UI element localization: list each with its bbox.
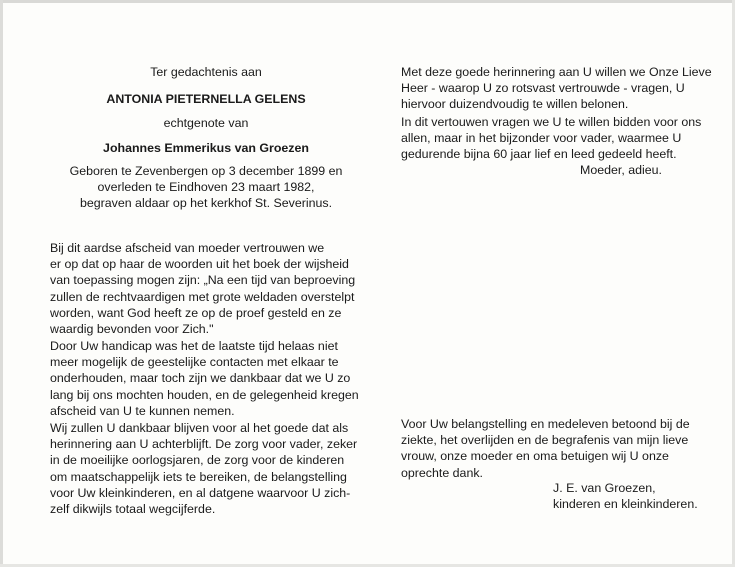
birth-death-details xyxy=(50,163,362,212)
paragraph-handicap xyxy=(50,338,362,419)
paragraph-gratitude xyxy=(50,420,362,517)
text-line: Heer - waarop U zo rotsvast vertrouwde - vragen, U xyxy=(401,81,685,96)
text-line: Bij dit aardse afscheid van moeder vertrouwen we xyxy=(50,241,325,255)
text-line: van toepassing mogen zijn: „Na een tijd van beproeving xyxy=(50,273,356,288)
paragraph-prayer xyxy=(401,64,712,113)
text-line: herinnering aan U achterblijft. De zorg voor vader, zeker xyxy=(50,437,358,452)
farewell-text: Moeder, adieu. xyxy=(580,163,662,177)
card-edge-left xyxy=(0,0,3,567)
card-edge-top xyxy=(0,0,735,3)
text-line: hiervoor duizendvoudig te willen belonen. xyxy=(401,97,629,112)
text-line: worden, want God heeft ze op de proef gesteld en ze xyxy=(50,305,342,320)
spouse-name: Johannes Emmerikus van Groezen xyxy=(103,141,309,155)
text-line: om maatschappelijk iets te bereiken, de belangstelling xyxy=(50,469,347,484)
text-line: zelf dikwijls totaal wegcijferde. xyxy=(50,502,216,517)
text-line: In dit vertouwen vragen we U te willen bidden voor ons xyxy=(401,115,702,129)
relation-text: echtgenote van xyxy=(163,116,249,130)
text-line: Voor Uw belangstelling en medeleven betoond bij de xyxy=(401,417,690,431)
death-line: overleden te Eindhoven 23 maart 1982, xyxy=(97,180,315,195)
text-line: er op dat op haar de woorden uit het boek der wijsheid xyxy=(50,257,349,272)
paragraph-thanks xyxy=(401,416,692,481)
deceased-name: ANTONIA PIETERNELLA GELENS xyxy=(106,92,306,106)
signature-name: J. E. van Groezen, xyxy=(553,481,656,495)
text-line: onderhouden, maar toch zijn we dankbaar dat we U zo xyxy=(50,371,351,386)
intro-text: Ter gedachtenis aan xyxy=(150,65,262,79)
text-line: voor Uw kleinkinderen, en al datgene waarvoor U zich- xyxy=(50,485,351,500)
text-line: zullen de rechtvaardigen met grote weldaden overstelpt xyxy=(50,289,355,304)
paragraph-trust xyxy=(401,114,702,163)
text-line: afscheid van U te kunnen nemen. xyxy=(50,403,235,418)
text-line: Met deze goede herinnering aan U willen we Onze Lieve xyxy=(401,65,712,79)
text-line: allen, maar in het bijzonder voor vader, waarmee U xyxy=(401,131,682,146)
birth-line: Geboren te Zevenbergen op 3 december 1899 en xyxy=(69,164,343,178)
text-line: meer mogelijk de geestelijke contacten met elkaar te xyxy=(50,355,339,370)
signature-family: kinderen en kleinkinderen. xyxy=(553,497,698,511)
text-line: waardig bevonden voor Zich." xyxy=(50,322,214,337)
text-line: lang bij ons mochten houden, en de gelegenheid kregen xyxy=(50,387,359,402)
text-line: oprechte dank. xyxy=(401,465,483,480)
text-line: Door Uw handicap was het de laatste tijd helaas niet xyxy=(50,339,338,353)
text-line: Wij zullen U dankbaar blijven voor al het goede dat als xyxy=(50,421,349,435)
text-line: in de moeilijke oorlogsjaren, de zorg voor de kinderen xyxy=(50,453,345,468)
text-line: ziekte, het overlijden en de begrafenis van mijn lieve xyxy=(401,433,689,448)
text-line: gedurende bijna 60 jaar lief en leed gedeeld heeft. xyxy=(401,147,677,162)
text-line: vrouw, onze moeder en oma betuigen wij U onze xyxy=(401,449,669,464)
burial-line: begraven aldaar op het kerkhof St. Severinus. xyxy=(79,196,333,211)
paragraph-wisdom-quote xyxy=(50,240,362,337)
